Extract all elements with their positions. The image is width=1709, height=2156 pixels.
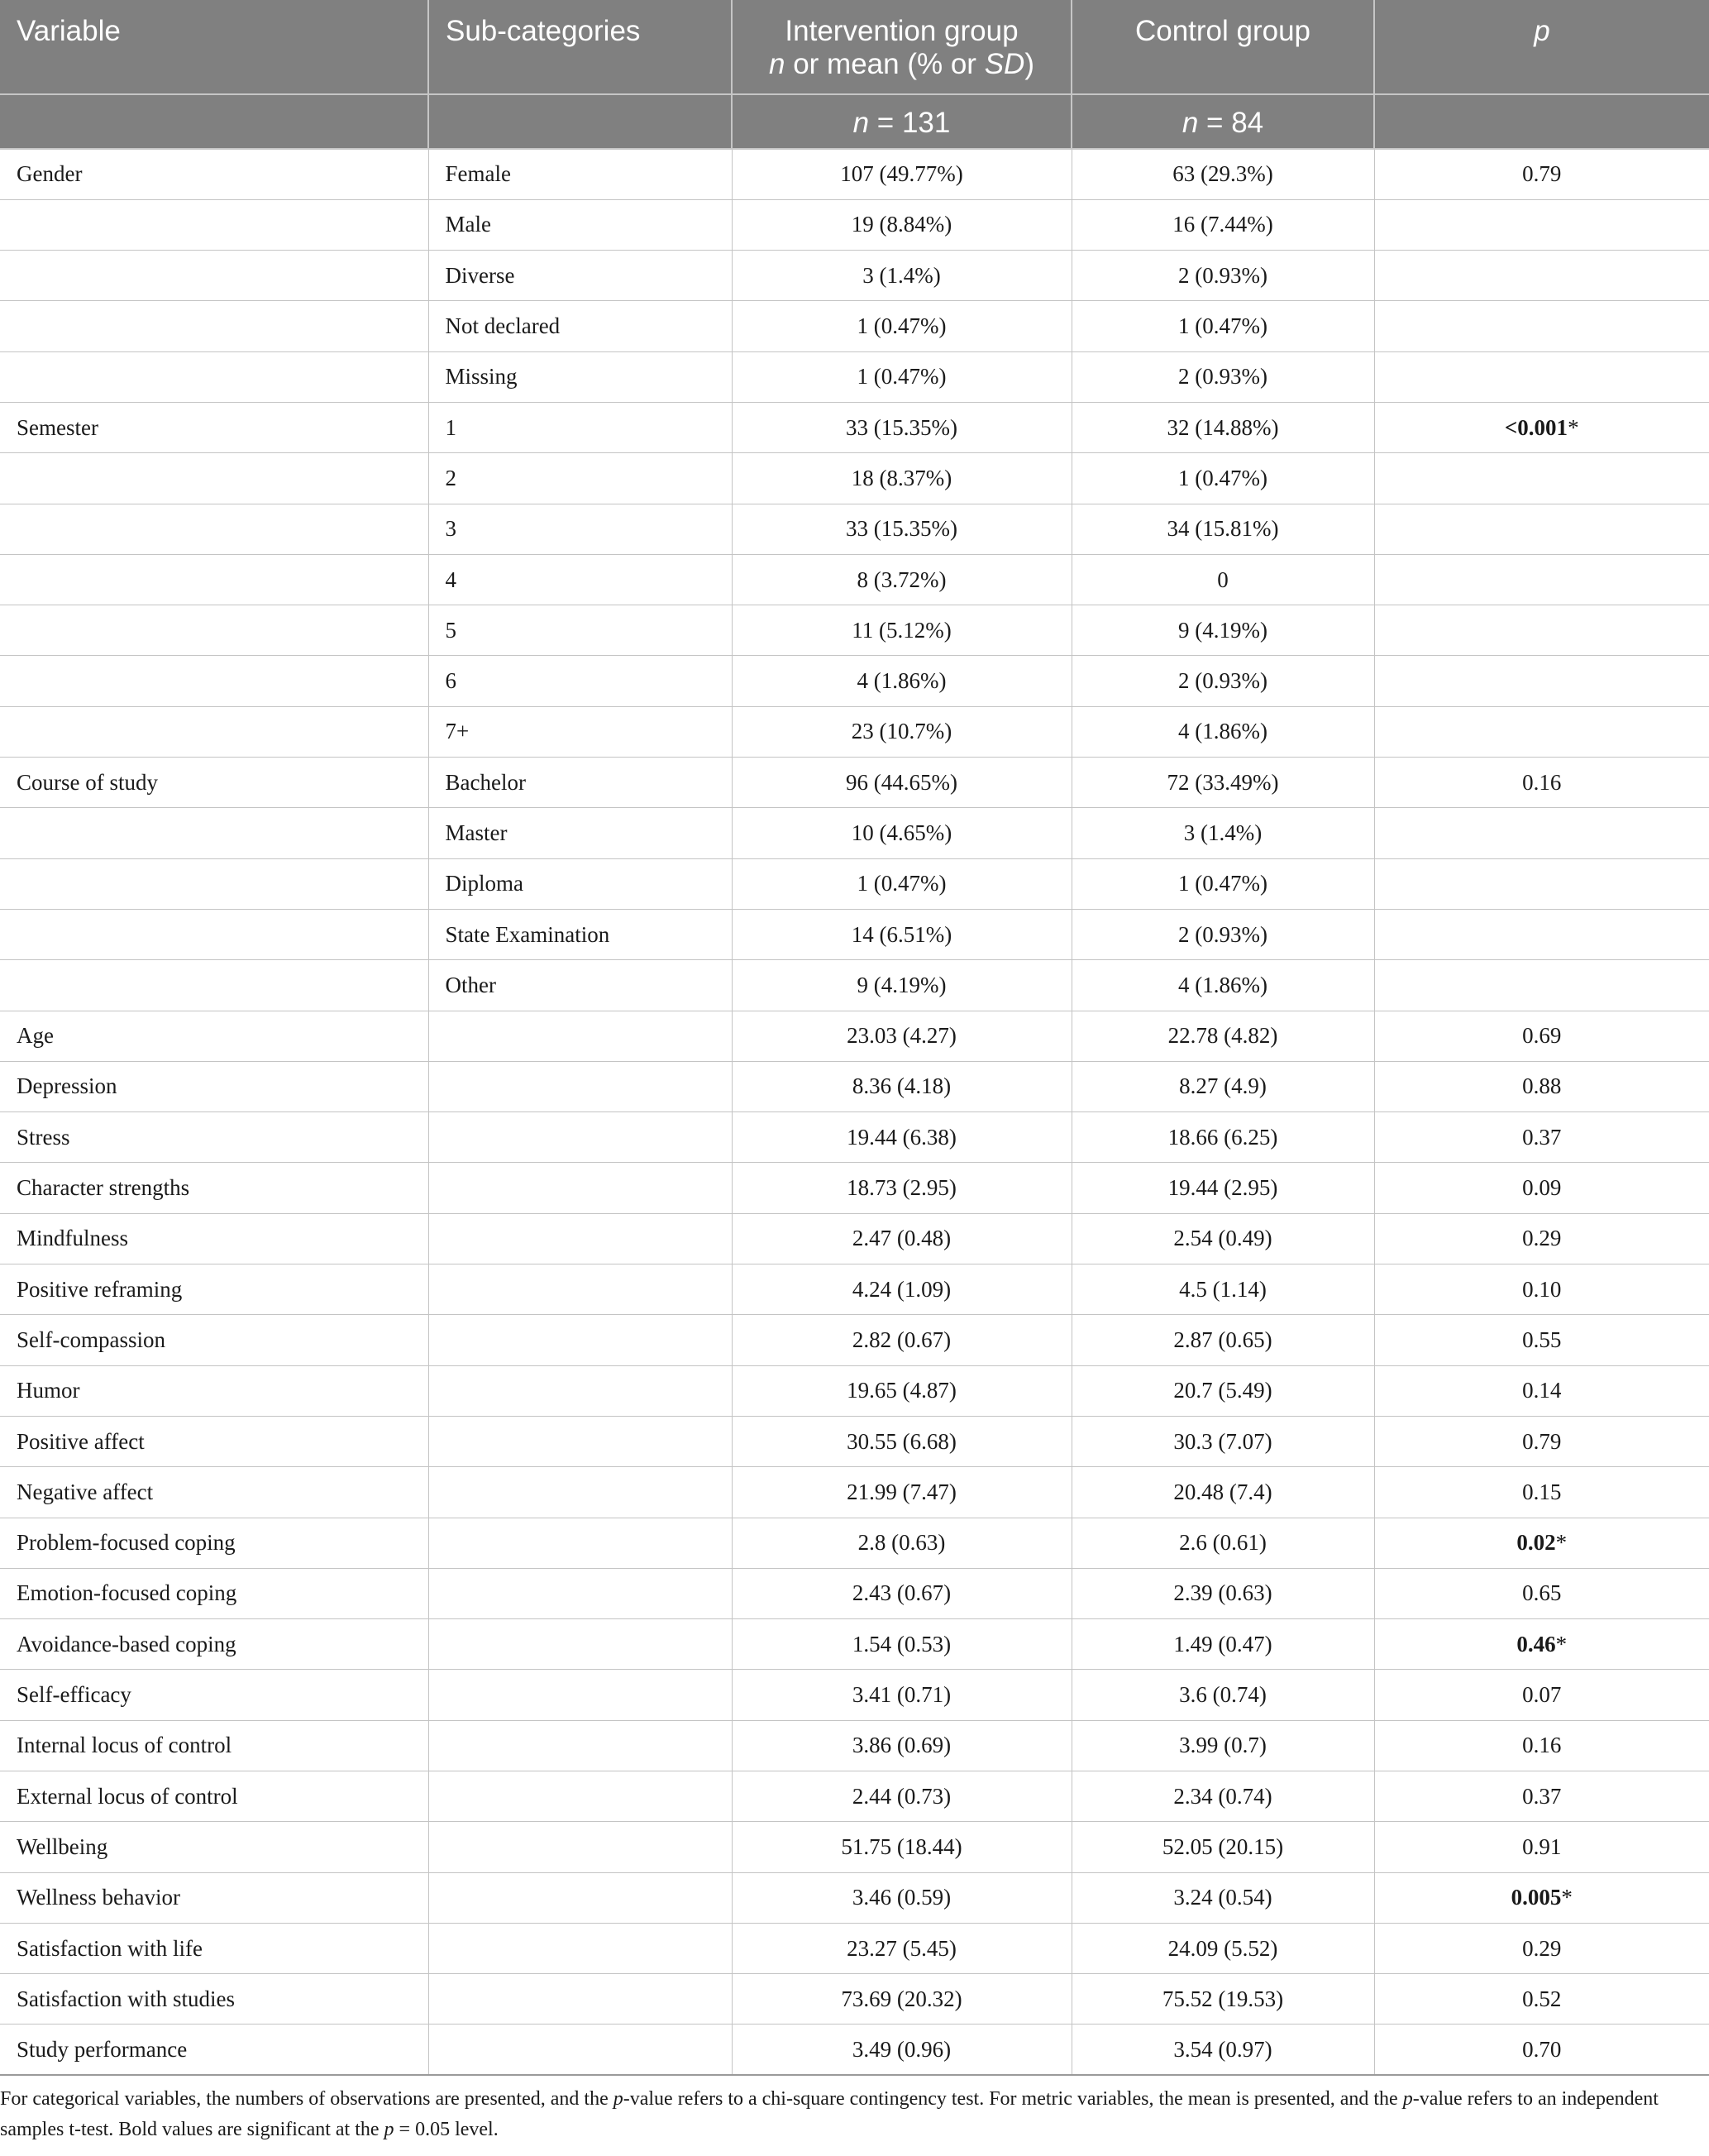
cell-variable <box>0 656 428 706</box>
cell-subcategory: 5 <box>428 605 732 656</box>
cell-p-value <box>1374 1467 1709 1518</box>
p-value: 0.16 <box>1522 1733 1562 1758</box>
table-row <box>0 1974 1709 2025</box>
header-p-symbol: p <box>1534 15 1550 47</box>
cell-p-value <box>1374 1163 1709 1213</box>
cell-control: 34 (15.81%) <box>1072 504 1374 554</box>
p-value: 0.37 <box>1522 1783 1562 1809</box>
p-value: 0.79 <box>1522 161 1562 187</box>
table-body <box>0 149 1709 2075</box>
cell-control: 2 (0.93%) <box>1072 909 1374 959</box>
cell-control: 3.99 (0.7) <box>1072 1720 1374 1771</box>
cell-intervention: 2.8 (0.63) <box>732 1518 1072 1568</box>
p-value: 0.91 <box>1522 1833 1562 1859</box>
p-value: 0.46 <box>1516 1631 1556 1656</box>
cell-control: 75.52 (19.53) <box>1072 1974 1374 2025</box>
cell-control: 30.3 (7.07) <box>1072 1416 1374 1466</box>
table-row <box>0 858 1709 909</box>
table-row <box>0 1771 1709 1822</box>
cell-intervention: 33 (15.35%) <box>732 504 1072 554</box>
cell-subcategory <box>428 1163 732 1213</box>
cell-p-value <box>1374 1619 1709 1670</box>
sample-size-intervention <box>732 94 1072 149</box>
cell-variable: Positive affect <box>0 1416 428 1466</box>
cell-p-value <box>1374 1011 1709 1061</box>
cell-subcategory: Diploma <box>428 858 732 909</box>
cell-subcategory <box>428 1568 732 1618</box>
cell-control: 4.5 (1.14) <box>1072 1264 1374 1315</box>
p-value: 0.69 <box>1522 1023 1562 1049</box>
cell-subcategory <box>428 1061 732 1111</box>
cell-p-value <box>1374 656 1709 706</box>
cell-subcategory: 7+ <box>428 706 732 757</box>
cell-subcategory: 2 <box>428 453 732 504</box>
cell-intervention: 2.43 (0.67) <box>732 1568 1072 1618</box>
cell-intervention: 19.65 (4.87) <box>732 1365 1072 1416</box>
cell-intervention: 2.44 (0.73) <box>732 1771 1072 1822</box>
header-row <box>0 0 1709 94</box>
p-value: 0.29 <box>1522 1935 1562 1961</box>
cell-control: 22.78 (4.82) <box>1072 1011 1374 1061</box>
cell-variable: Humor <box>0 1365 428 1416</box>
table-row <box>0 656 1709 706</box>
table-row <box>0 605 1709 656</box>
cell-control: 20.7 (5.49) <box>1072 1365 1374 1416</box>
cell-variable: Character strengths <box>0 1163 428 1213</box>
cell-variable: Course of study <box>0 758 428 808</box>
cell-variable <box>0 909 428 959</box>
cell-p-value <box>1374 605 1709 656</box>
cell-control: 52.05 (20.15) <box>1072 1822 1374 1872</box>
cell-subcategory: Master <box>428 808 732 858</box>
cell-variable: Semester <box>0 402 428 452</box>
table-row <box>0 909 1709 959</box>
cell-p-value <box>1374 1213 1709 1264</box>
cell-intervention: 8.36 (4.18) <box>732 1061 1072 1111</box>
table-row <box>0 504 1709 554</box>
cell-p-value <box>1374 504 1709 554</box>
cell-subcategory <box>428 1923 732 1973</box>
table-row <box>0 1467 1709 1518</box>
cell-p-value <box>1374 1264 1709 1315</box>
cell-p-value <box>1374 1061 1709 1111</box>
cell-control: 2 (0.93%) <box>1072 656 1374 706</box>
cell-intervention: 4 (1.86%) <box>732 656 1072 706</box>
cell-p-value <box>1374 149 1709 199</box>
cell-intervention: 14 (6.51%) <box>732 909 1072 959</box>
cell-variable <box>0 960 428 1011</box>
cell-control: 3.54 (0.97) <box>1072 2025 1374 2075</box>
header-control: Control group <box>1072 0 1374 94</box>
cell-p-value <box>1374 758 1709 808</box>
table-row <box>0 1872 1709 1923</box>
cell-intervention: 1.54 (0.53) <box>732 1619 1072 1670</box>
table-row <box>0 1365 1709 1416</box>
p-value: 0.52 <box>1522 1986 1562 2011</box>
cell-variable: Self-efficacy <box>0 1670 428 1720</box>
cell-variable <box>0 554 428 605</box>
cell-intervention: 23.27 (5.45) <box>732 1923 1072 1973</box>
table-row <box>0 199 1709 250</box>
table-row <box>0 1163 1709 1213</box>
p-value: 0.55 <box>1522 1327 1562 1352</box>
cell-intervention: 3.41 (0.71) <box>732 1670 1072 1720</box>
cell-p-value <box>1374 1771 1709 1822</box>
cell-subcategory <box>428 1518 732 1568</box>
cell-intervention: 19 (8.84%) <box>732 199 1072 250</box>
cell-control: 72 (33.49%) <box>1072 758 1374 808</box>
cell-intervention: 30.55 (6.68) <box>732 1416 1072 1466</box>
cell-variable: Depression <box>0 1061 428 1111</box>
p-value: 0.88 <box>1522 1073 1562 1099</box>
cell-control: 2.54 (0.49) <box>1072 1213 1374 1264</box>
cell-intervention: 96 (44.65%) <box>732 758 1072 808</box>
table-row <box>0 301 1709 351</box>
significance-star: * <box>1555 1631 1568 1656</box>
table-row <box>0 1011 1709 1061</box>
cell-variable <box>0 301 428 351</box>
cell-intervention: 23 (10.7%) <box>732 706 1072 757</box>
cell-intervention: 9 (4.19%) <box>732 960 1072 1011</box>
cell-subcategory <box>428 1670 732 1720</box>
cell-p-value <box>1374 808 1709 858</box>
cell-intervention: 3 (1.4%) <box>732 251 1072 301</box>
cell-subcategory: 4 <box>428 554 732 605</box>
cell-control: 3.24 (0.54) <box>1072 1872 1374 1923</box>
cell-p-value <box>1374 453 1709 504</box>
cell-intervention: 1 (0.47%) <box>732 351 1072 402</box>
table-row <box>0 554 1709 605</box>
cell-control: 4 (1.86%) <box>1072 706 1374 757</box>
cell-variable: Satisfaction with life <box>0 1923 428 1973</box>
cell-variable: Negative affect <box>0 1467 428 1518</box>
sample-size-blank-2 <box>428 94 732 149</box>
table-row <box>0 758 1709 808</box>
cell-variable: Mindfulness <box>0 1213 428 1264</box>
p-value: 0.005 <box>1511 1885 1562 1910</box>
cell-p-value <box>1374 554 1709 605</box>
cell-subcategory: Male <box>428 199 732 250</box>
cell-p-value <box>1374 1315 1709 1365</box>
sample-size-blank-1 <box>0 94 428 149</box>
header-close-paren: ) <box>1024 48 1034 80</box>
cell-p-value <box>1374 251 1709 301</box>
cell-intervention: 33 (15.35%) <box>732 402 1072 452</box>
cell-variable <box>0 605 428 656</box>
cell-p-value <box>1374 1416 1709 1466</box>
cell-subcategory: 1 <box>428 402 732 452</box>
cell-subcategory: Diverse <box>428 251 732 301</box>
table-row <box>0 1670 1709 1720</box>
cell-variable: External locus of control <box>0 1771 428 1822</box>
cell-control: 2 (0.93%) <box>1072 351 1374 402</box>
table-row <box>0 351 1709 402</box>
cell-subcategory: Missing <box>428 351 732 402</box>
p-value: 0.09 <box>1522 1175 1562 1201</box>
p-value: 0.16 <box>1522 769 1562 795</box>
cell-subcategory: State Examination <box>428 909 732 959</box>
footnote-part1: For categorical variables, the numbers of observations are presented, and the <box>0 2088 613 2111</box>
n-control-value: = 84 <box>1198 107 1264 139</box>
cell-variable: Problem-focused coping <box>0 1518 428 1568</box>
cell-p-value <box>1374 199 1709 250</box>
cell-control: 24.09 (5.52) <box>1072 1923 1374 1973</box>
table-row <box>0 1568 1709 1618</box>
cell-subcategory: 3 <box>428 504 732 554</box>
table-row <box>0 402 1709 452</box>
cell-p-value <box>1374 1872 1709 1923</box>
cell-subcategory <box>428 1720 732 1771</box>
header-intervention <box>732 0 1072 94</box>
table-row <box>0 1416 1709 1466</box>
table-row <box>0 1264 1709 1315</box>
cell-p-value <box>1374 1670 1709 1720</box>
header-or-mean: or mean (% or <box>785 48 985 80</box>
cell-control: 20.48 (7.4) <box>1072 1467 1374 1518</box>
sample-size-blank-3 <box>1374 94 1709 149</box>
cell-variable: Stress <box>0 1112 428 1163</box>
cell-subcategory <box>428 1822 732 1872</box>
table-row <box>0 1061 1709 1111</box>
cell-intervention: 4.24 (1.09) <box>732 1264 1072 1315</box>
cell-p-value <box>1374 1112 1709 1163</box>
cell-control: 2.6 (0.61) <box>1072 1518 1374 1568</box>
header-n-symbol: n <box>769 48 785 80</box>
cell-subcategory <box>428 1011 732 1061</box>
table-row <box>0 1315 1709 1365</box>
cell-variable <box>0 858 428 909</box>
cell-intervention: 1 (0.47%) <box>732 858 1072 909</box>
cell-control: 2 (0.93%) <box>1072 251 1374 301</box>
p-value: 0.10 <box>1522 1276 1562 1302</box>
significance-star: * <box>1561 1885 1573 1910</box>
cell-subcategory <box>428 1416 732 1466</box>
cell-control: 1 (0.47%) <box>1072 301 1374 351</box>
cell-p-value <box>1374 1365 1709 1416</box>
cell-control: 63 (29.3%) <box>1072 149 1374 199</box>
cell-intervention: 73.69 (20.32) <box>732 1974 1072 2025</box>
cell-variable: Satisfaction with studies <box>0 1974 428 2025</box>
cell-intervention: 19.44 (6.38) <box>732 1112 1072 1163</box>
cell-subcategory: Other <box>428 960 732 1011</box>
table-row <box>0 1619 1709 1670</box>
p-value: 0.37 <box>1522 1124 1562 1150</box>
cell-subcategory <box>428 1112 732 1163</box>
cell-control: 0 <box>1072 554 1374 605</box>
significance-star: * <box>1568 414 1579 440</box>
p-value: 0.79 <box>1522 1428 1562 1454</box>
table-row <box>0 1923 1709 1973</box>
cell-p-value <box>1374 1974 1709 2025</box>
cell-control: 2.34 (0.74) <box>1072 1771 1374 1822</box>
cell-intervention: 2.47 (0.48) <box>732 1213 1072 1264</box>
footnote-part2: -value refers to a chi-square contingency test. For metric variables, the mean is presented, and the <box>623 2088 1403 2111</box>
cell-variable: Internal locus of control <box>0 1720 428 1771</box>
table-footnote <box>0 2076 1709 2145</box>
footnote-p-symbol-2: p <box>1402 2088 1413 2111</box>
table-row <box>0 706 1709 757</box>
cell-variable <box>0 351 428 402</box>
cell-control: 32 (14.88%) <box>1072 402 1374 452</box>
cell-p-value <box>1374 909 1709 959</box>
header-subcategories: Sub-categories <box>428 0 732 94</box>
cell-intervention: 10 (4.65%) <box>732 808 1072 858</box>
cell-variable <box>0 453 428 504</box>
footnote-p-symbol-1: p <box>613 2088 623 2111</box>
cell-p-value <box>1374 351 1709 402</box>
cell-control: 8.27 (4.9) <box>1072 1061 1374 1111</box>
cell-subcategory <box>428 1974 732 2025</box>
cell-p-value <box>1374 858 1709 909</box>
cell-subcategory: 6 <box>428 656 732 706</box>
cell-p-value <box>1374 1822 1709 1872</box>
cell-subcategory: Not declared <box>428 301 732 351</box>
cell-intervention: 23.03 (4.27) <box>732 1011 1072 1061</box>
cell-control: 1.49 (0.47) <box>1072 1619 1374 1670</box>
cell-variable: Emotion-focused coping <box>0 1568 428 1618</box>
cell-variable: Age <box>0 1011 428 1061</box>
cell-subcategory <box>428 1213 732 1264</box>
table-row <box>0 1213 1709 1264</box>
header-sd-symbol: SD <box>984 48 1025 80</box>
p-value: 0.14 <box>1522 1378 1562 1403</box>
cell-intervention: 51.75 (18.44) <box>732 1822 1072 1872</box>
footnote-p-symbol-3: p <box>384 2119 394 2141</box>
footnote-part3: -value refers to an independent samples t-test. Bold values are significant at the <box>0 2088 1659 2141</box>
cell-p-value <box>1374 301 1709 351</box>
cell-p-value <box>1374 1518 1709 1568</box>
sample-size-control <box>1072 94 1374 149</box>
cell-variable: Gender <box>0 149 428 199</box>
cell-subcategory <box>428 1315 732 1365</box>
cell-variable: Wellbeing <box>0 1822 428 1872</box>
table-row <box>0 1822 1709 1872</box>
table-row <box>0 149 1709 199</box>
cell-p-value <box>1374 1568 1709 1618</box>
p-value: 0.65 <box>1522 1580 1562 1606</box>
n-symbol-control: n <box>1182 107 1199 139</box>
p-value: 0.29 <box>1522 1226 1562 1251</box>
cell-intervention: 18.73 (2.95) <box>732 1163 1072 1213</box>
footnote-part4: = 0.05 level. <box>394 2119 499 2141</box>
table-row <box>0 1518 1709 1568</box>
n-symbol-intervention: n <box>852 107 870 139</box>
cell-subcategory <box>428 1365 732 1416</box>
cell-variable: Study performance <box>0 2025 428 2075</box>
cell-p-value <box>1374 960 1709 1011</box>
cell-intervention: 3.46 (0.59) <box>732 1872 1072 1923</box>
cell-variable: Avoidance-based coping <box>0 1619 428 1670</box>
cell-subcategory: Female <box>428 149 732 199</box>
cell-variable: Positive reframing <box>0 1264 428 1315</box>
cell-subcategory <box>428 1872 732 1923</box>
cell-control: 3 (1.4%) <box>1072 808 1374 858</box>
cell-intervention: 2.82 (0.67) <box>732 1315 1072 1365</box>
p-value: 0.07 <box>1522 1682 1562 1708</box>
table-row <box>0 453 1709 504</box>
cell-subcategory <box>428 1619 732 1670</box>
header-variable: Variable <box>0 0 428 94</box>
cell-subcategory <box>428 2025 732 2075</box>
cell-control: 3.6 (0.74) <box>1072 1670 1374 1720</box>
significance-star: * <box>1555 1530 1568 1556</box>
cell-intervention: 3.86 (0.69) <box>732 1720 1072 1771</box>
cell-subcategory <box>428 1771 732 1822</box>
cell-control: 16 (7.44%) <box>1072 199 1374 250</box>
cell-intervention: 11 (5.12%) <box>732 605 1072 656</box>
cell-control: 1 (0.47%) <box>1072 858 1374 909</box>
cell-control: 19.44 (2.95) <box>1072 1163 1374 1213</box>
cell-variable: Self-compassion <box>0 1315 428 1365</box>
header-intervention-line2 <box>733 48 1071 81</box>
sample-size-row <box>0 94 1709 149</box>
cell-p-value <box>1374 1923 1709 1973</box>
cell-variable <box>0 808 428 858</box>
table-row <box>0 1112 1709 1163</box>
cell-p-value <box>1374 1720 1709 1771</box>
cell-variable <box>0 251 428 301</box>
cell-subcategory <box>428 1264 732 1315</box>
cell-control: 4 (1.86%) <box>1072 960 1374 1011</box>
cell-subcategory: Bachelor <box>428 758 732 808</box>
cell-control: 2.39 (0.63) <box>1072 1568 1374 1618</box>
cell-p-value <box>1374 706 1709 757</box>
table-row <box>0 1720 1709 1771</box>
cell-intervention: 1 (0.47%) <box>732 301 1072 351</box>
table-row <box>0 808 1709 858</box>
cell-control: 1 (0.47%) <box>1072 453 1374 504</box>
header-intervention-line1: Intervention group <box>785 15 1019 47</box>
p-value: 0.70 <box>1522 2036 1562 2062</box>
p-value: 0.02 <box>1516 1530 1556 1556</box>
cell-intervention: 18 (8.37%) <box>732 453 1072 504</box>
n-intervention-value: = 131 <box>869 107 951 139</box>
cell-variable <box>0 706 428 757</box>
cell-variable <box>0 504 428 554</box>
cell-variable: Wellness behavior <box>0 1872 428 1923</box>
cell-intervention: 8 (3.72%) <box>732 554 1072 605</box>
cell-control: 18.66 (6.25) <box>1072 1112 1374 1163</box>
header-p <box>1374 0 1709 94</box>
cell-intervention: 21.99 (7.47) <box>732 1467 1072 1518</box>
cell-p-value <box>1374 402 1709 452</box>
cell-intervention: 3.49 (0.96) <box>732 2025 1072 2075</box>
p-value: <0.001 <box>1504 414 1568 440</box>
table-header <box>0 0 1709 149</box>
cell-subcategory <box>428 1467 732 1518</box>
cell-p-value <box>1374 2025 1709 2075</box>
cell-intervention: 107 (49.77%) <box>732 149 1072 199</box>
cell-control: 2.87 (0.65) <box>1072 1315 1374 1365</box>
table-row <box>0 960 1709 1011</box>
cell-variable <box>0 199 428 250</box>
table-row <box>0 251 1709 301</box>
p-value: 0.15 <box>1522 1479 1562 1504</box>
table-row <box>0 2025 1709 2075</box>
cell-control: 9 (4.19%) <box>1072 605 1374 656</box>
